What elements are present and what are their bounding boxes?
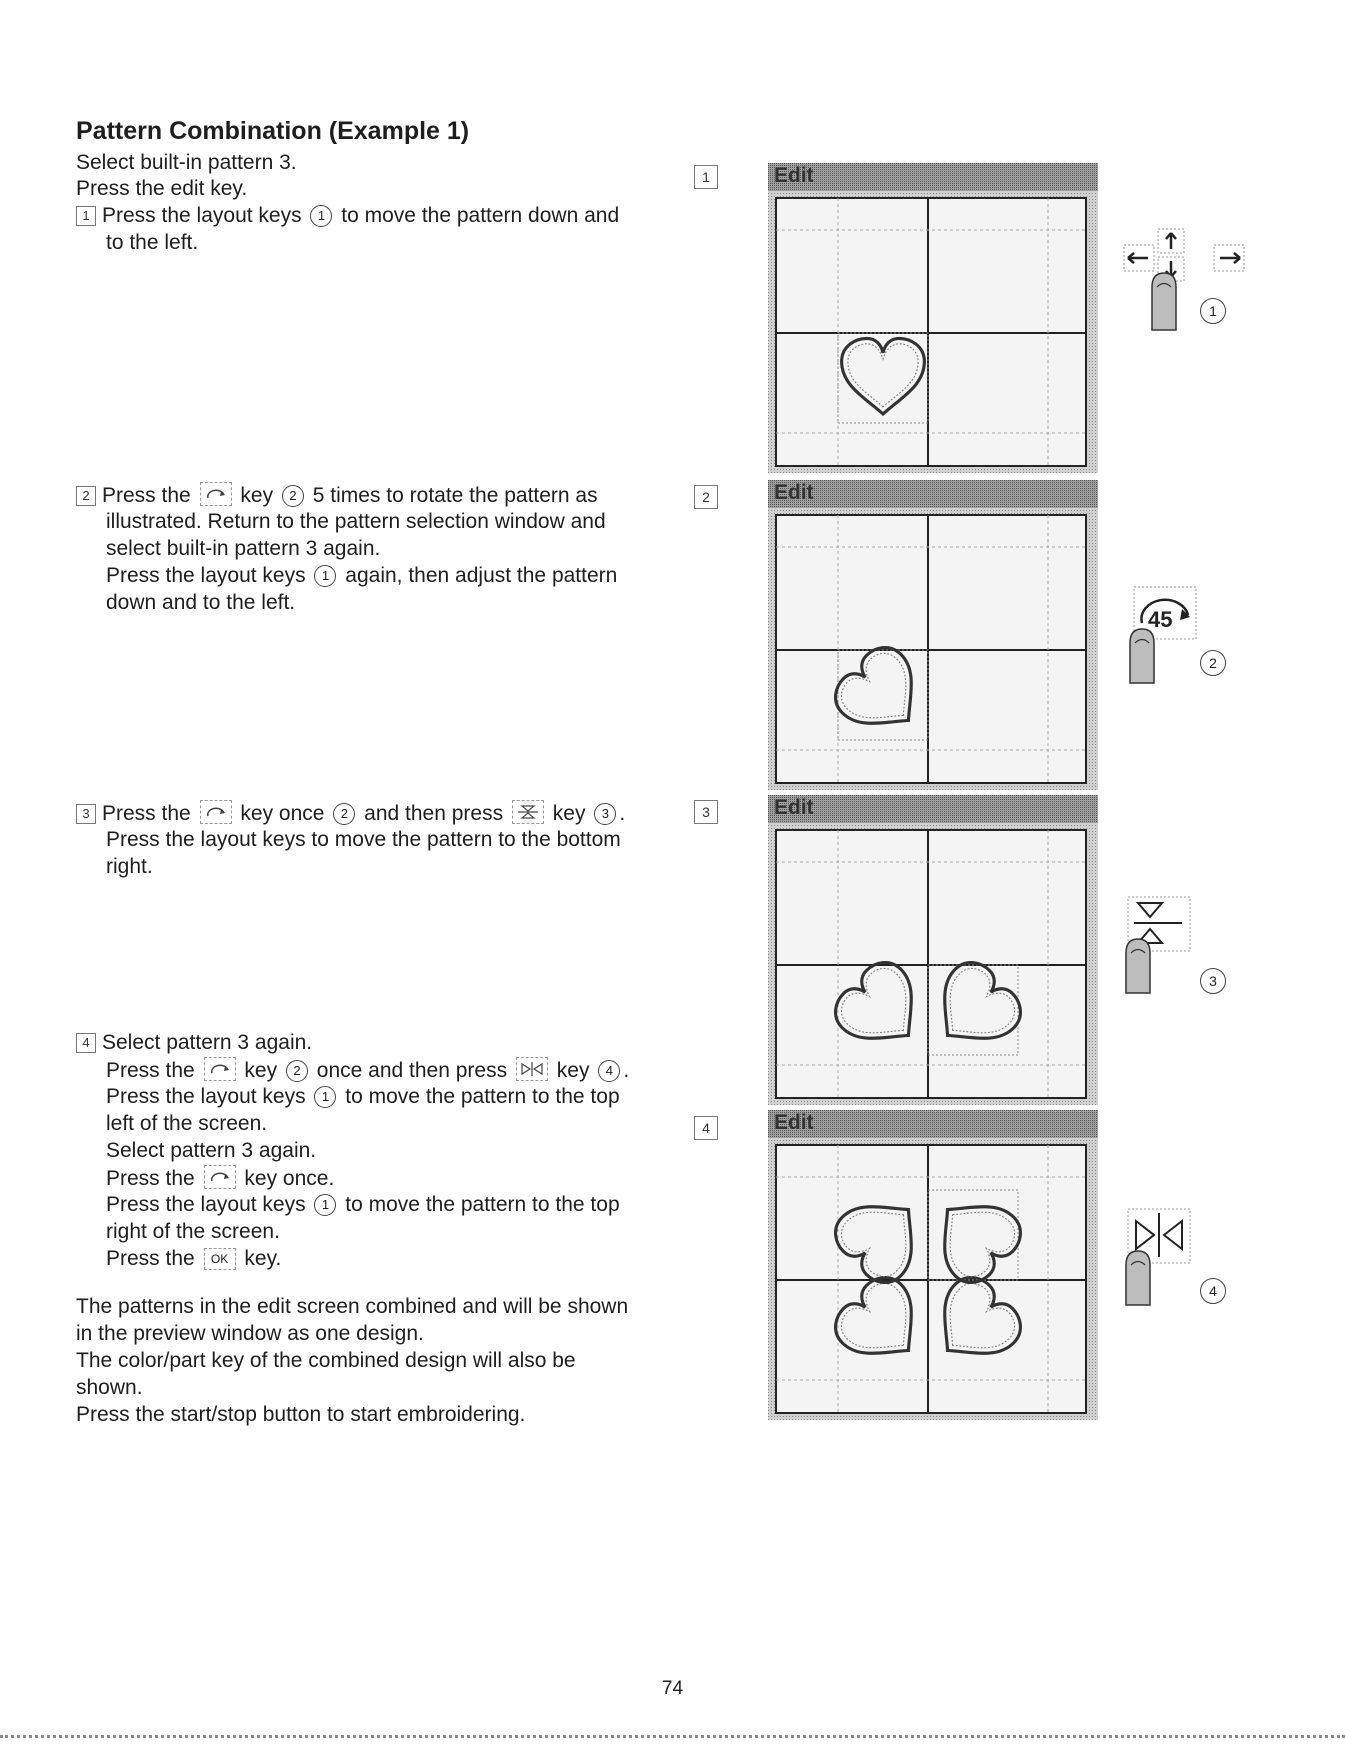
- callout-ref: 1: [314, 1194, 336, 1216]
- screen-header-label: Edit: [774, 481, 814, 504]
- mirror-vertical-key-icon: [1122, 895, 1252, 1000]
- rotate-45-key-label: 45: [1148, 607, 1173, 632]
- step-4-line: Press the layout keys 1 to move the pattern to the top: [106, 1193, 620, 1216]
- step-3-line: Press the layout keys to move the pattern to the bottom: [106, 828, 621, 851]
- step-number: 1: [76, 206, 96, 226]
- step-2-line: select built-in pattern 3 again.: [106, 537, 381, 560]
- step-4-line: right of the screen.: [106, 1220, 280, 1243]
- mirror-horizontal-key-icon: [1122, 1207, 1252, 1312]
- step-3-line: right.: [106, 855, 153, 878]
- ok-key-icon: OK: [204, 1248, 236, 1270]
- screen-header-label: Edit: [774, 1111, 814, 1134]
- summary-line: shown.: [76, 1376, 143, 1399]
- step-number: 3: [76, 804, 96, 824]
- callout-ref: 1: [314, 565, 336, 587]
- page-title: Pattern Combination (Example 1): [76, 117, 470, 145]
- step-4-line: left of the screen.: [106, 1112, 268, 1135]
- step-4-line: Press the layout keys 1 to move the pattern to the top: [106, 1085, 620, 1108]
- step-2-line: illustrated. Return to the pattern selection window and: [106, 510, 606, 533]
- step-2-line: 2 Press the key 2 5 times to rotate the pattern as: [76, 482, 598, 510]
- step-4-line: 4 Select pattern 3 again.: [76, 1030, 312, 1057]
- callout-ref: 1: [310, 205, 332, 227]
- mirror-vertical-key-icon: [512, 800, 544, 824]
- callout-ref: 3: [594, 803, 616, 825]
- rotate-45-key-icon: [1122, 585, 1252, 690]
- rotate-key-icon: [200, 482, 232, 506]
- callout-number: 3: [1200, 968, 1226, 994]
- callout-number: 1: [1200, 298, 1226, 324]
- summary-line: The color/part key of the combined design will also be: [76, 1349, 576, 1372]
- step-1-line: 1 Press the layout keys 1 to move the pattern down and: [76, 203, 619, 230]
- mirror-horizontal-key-icon: [516, 1057, 548, 1081]
- step-4-line: Select pattern 3 again.: [106, 1139, 317, 1162]
- step-4-line: Press the key once.: [106, 1167, 335, 1190]
- screen-header-label: Edit: [774, 164, 814, 187]
- callout-number: 4: [1200, 1278, 1226, 1304]
- summary-line: The patterns in the edit screen combined and will be shown: [76, 1295, 629, 1318]
- step-number: 2: [76, 486, 96, 506]
- callout-ref: 2: [282, 485, 304, 507]
- step-2-line: Press the layout keys 1 again, then adjust the pattern: [106, 564, 618, 587]
- step-3-line: 3 Press the key once 2 and then press key 3 .: [76, 800, 625, 828]
- screen-step-label: 2: [694, 485, 718, 509]
- edit-screen-2: [768, 480, 1098, 790]
- screen-header-label: Edit: [774, 796, 814, 819]
- step-4-line: Press the key 2 once and then press key 4 .: [106, 1059, 630, 1082]
- edit-screen-3: [768, 795, 1098, 1105]
- callout-ref: 4: [598, 1060, 620, 1082]
- edit-screen-4: [768, 1110, 1098, 1420]
- callout-ref: 1: [314, 1086, 336, 1108]
- screen-step-label: 4: [694, 1116, 718, 1140]
- step-2-line: down and to the left.: [106, 591, 296, 614]
- step-4-line: Press the OK key.: [106, 1247, 282, 1270]
- intro-line: Select built-in pattern 3.: [76, 151, 297, 174]
- step-1-line: to the left.: [106, 231, 199, 254]
- rotate-key-icon: [204, 1057, 236, 1081]
- layout-arrow-keys-icon: [1122, 225, 1252, 340]
- screen-step-label: 1: [694, 165, 718, 189]
- step-number: 4: [76, 1033, 96, 1053]
- summary-line: in the preview window as one design.: [76, 1322, 424, 1345]
- rotate-key-icon: [200, 800, 232, 824]
- callout-ref: 2: [333, 803, 355, 825]
- summary-line: Press the start/stop button to start embroidering.: [76, 1403, 526, 1426]
- intro-line: Press the edit key.: [76, 177, 248, 200]
- callout-number: 2: [1200, 650, 1226, 676]
- callout-ref: 2: [286, 1060, 308, 1082]
- edit-screen-1: [768, 163, 1098, 473]
- page-number: 74: [661, 1678, 684, 1699]
- bottom-divider: [0, 1735, 1345, 1738]
- screen-step-label: 3: [694, 800, 718, 824]
- rotate-key-icon: [204, 1165, 236, 1189]
